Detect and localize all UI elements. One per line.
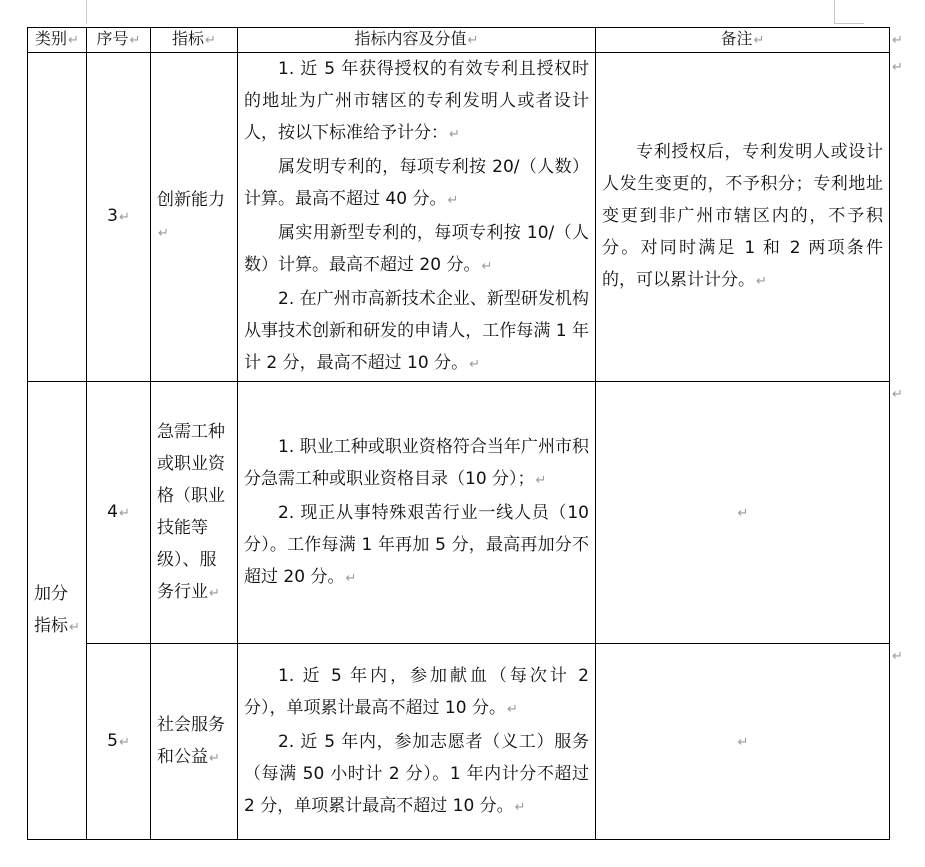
content-paragraph: 属发明专利的，每项专利按 20/（人数）计算。最高不超过 40 分。↵ [244, 157, 589, 209]
header-remarks: 备注↵ [596, 28, 890, 53]
remarks-cell: ↵ [596, 382, 890, 644]
row-number: 4↵ [87, 382, 151, 644]
row-number: 3↵ [87, 53, 151, 382]
header-indicator: 指标↵ [151, 28, 238, 53]
content-cell [238, 644, 596, 840]
margin-guide-right-tick [834, 23, 864, 24]
content-paragraph: 2. 在广州市高新技术企业、新型研发机构从事技术创新和研发的申请人，工作每满 1 年计 2 分，最高不超过 10 分。↵ [244, 289, 589, 373]
row-end-mark: ↵ [892, 60, 903, 75]
table-row [28, 644, 890, 840]
row-end-mark: ↵ [892, 649, 903, 664]
remarks-cell: ↵ [596, 644, 890, 840]
row-number: 5↵ [87, 644, 151, 840]
content-paragraph: 1. 职业工种或职业资格符合当年广州市积分急需工种或职业资格目录（10 分）；↵ [244, 436, 589, 489]
scoring-table [27, 27, 890, 840]
row-end-mark: ↵ [892, 33, 903, 48]
remark-text: 专利授权后，专利发明人或设计人发生变更的，不予积分；专利地址变更到非广州市辖区内的，不予积分。对同时满足 1 和 2 两项条件的，可以累计计分。↵ [602, 142, 883, 290]
content-cell [238, 382, 596, 644]
table-row [28, 53, 890, 382]
margin-guide-left [86, 0, 87, 24]
row-end-mark: ↵ [892, 387, 903, 402]
content-paragraph: 2. 现正从事特殊艰苦行业一线人员（10 分）。工作每满 1 年再加 5 分，最高再加分不超过 20 分。↵ [244, 502, 589, 587]
table-row [28, 382, 890, 644]
content-paragraph: 2. 近 5 年内，参加志愿者（义工）服务（每满 50 小时计 2 分）。1 年内计分不超过 2 分，单项累计最高不超过 10 分。↵ [244, 731, 589, 816]
header-category: 类别↵ [28, 28, 87, 53]
content-paragraph: 1. 近 5 年内，参加献血（每次计 2 分），单项累计最高不超过 10 分。↵ [244, 665, 589, 718]
content-cell [238, 53, 596, 382]
header-content: 指标内容及分值↵ [238, 28, 596, 53]
content-paragraph: 1. 近 5 年获得授权的有效专利且授权时的地址为广州市辖区的专利发明人或者设计人，按以下标准给予计分：↵ [244, 59, 589, 143]
content-paragraph: 属实用新型专利的，每项专利按 10/（人数）计算。最高不超过 20 分。↵ [244, 223, 589, 275]
category-cell: 加分指标↵ [28, 382, 87, 840]
margin-guide-right [834, 0, 835, 24]
indicator-cell: 急需工种或职业资格（职业技能等级）、服务行业↵ [151, 382, 238, 644]
remarks-cell [596, 53, 890, 382]
header-row [28, 28, 890, 53]
header-number: 序号↵ [87, 28, 151, 53]
indicator-cell: 创新能力↵ [151, 53, 238, 382]
category-cell-empty [28, 53, 87, 382]
indicator-cell: 社会服务和公益↵ [151, 644, 238, 840]
